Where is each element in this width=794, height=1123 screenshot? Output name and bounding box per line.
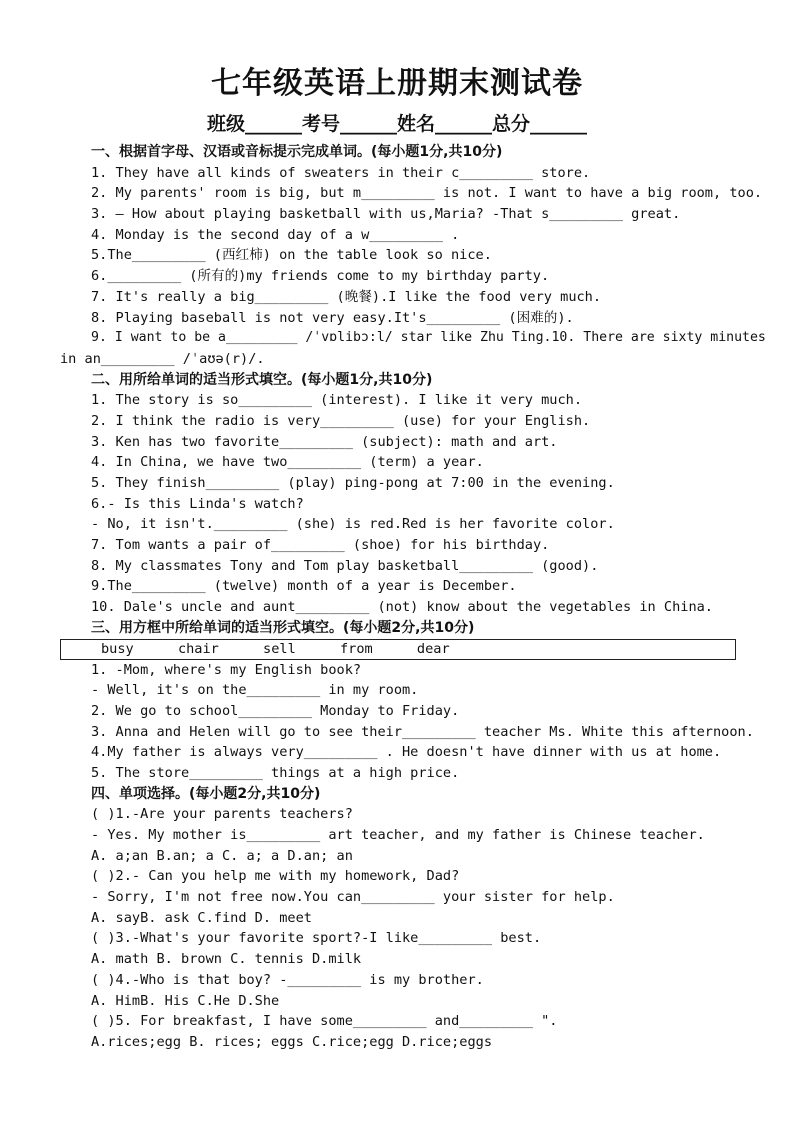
answer-options: A. a;an B.an; a C. a; a D.an; an — [91, 847, 353, 864]
question-line: 5. They finish_________ (play) ping-pong at 7:00 in the evening. — [91, 475, 615, 491]
section-3-heading: 三、用方框中所给单词的适当形式填空。(每小题2分,共10分) — [91, 619, 475, 636]
exam-content — [60, 142, 766, 1053]
section-4-heading: 四、单项选择。(每小题2分,共10分) — [91, 785, 321, 802]
question-line: 10. Dale's uncle and aunt_________ (not) know about the vegetables in China. — [91, 599, 713, 616]
question-line: 7. Tom wants a pair of_________ (shoe) for his birthday. — [91, 537, 550, 554]
word-bank-word: chair — [177, 640, 219, 657]
question-line-continued: in an_________ /ˈaʊə(r)/. — [60, 350, 265, 367]
question-line: - Yes. My mother is_________ art teacher, and my father is Chinese teacher. — [91, 827, 705, 843]
question-line: ( )5. For breakfast, I have some_________ and_________ ". — [91, 1013, 558, 1030]
question-line: 6.- Is this Linda's watch? — [91, 495, 304, 512]
question-line: 5. The store_________ things at a high price. — [91, 764, 460, 781]
question-line: 4. In China, we have two_________ (term) a year. — [91, 454, 484, 471]
answer-options: A. HimB. His C.He D.She — [91, 992, 280, 1009]
word-bank-box — [60, 639, 736, 660]
answer-options: A.rices;egg B. rices; eggs C.rice;egg D.rice;eggs — [91, 1033, 493, 1050]
question-line: 6._________ (所有的)my friends come to my birthday party. — [91, 268, 550, 285]
page-title: 七年级英语上册期末测试卷 — [211, 66, 583, 101]
word-bank-word: busy — [101, 640, 134, 657]
question-line: 8. Playing baseball is not very easy.It's_________ (困难的). — [91, 309, 574, 326]
question-line: 4.My father is always very_________ . He doesn't have dinner with us at home. — [91, 744, 722, 761]
question-line: 3. Ken has two favorite_________ (subject): math and art. — [91, 433, 558, 450]
question-line: 2. My parents' room is big, but m_________ is not. I want to have a big room, too. — [91, 185, 763, 202]
question-line: 7. It's really a big_________ (晚餐).I like the food very much. — [91, 288, 602, 305]
question-line: 3. Anna and Helen will go to see their_________ teacher Ms. White this afternoon. — [91, 723, 754, 740]
word-bank-word: sell — [263, 640, 296, 657]
question-line: 4. Monday is the second day of a w_________ . — [91, 226, 460, 243]
question-line: ( )2.- Can you help me with my homework, Dad? — [91, 868, 460, 885]
question-line: - Well, it's on the_________ in my room. — [91, 682, 419, 699]
question-line: 9. I want to be a_________ /ˈvɒlibɔ:l/ star like Zhu Ting.10. There are sixty minutes — [91, 330, 766, 346]
word-bank-word: from — [339, 640, 373, 657]
question-line: 1. -Mom, where's my English book? — [91, 661, 362, 678]
question-line: 1. They have all kinds of sweaters in their c_________ store. — [91, 164, 591, 181]
question-line: 3. — How about playing basketball with us,Maria? -That s_________ great. — [91, 206, 681, 223]
section-2-heading: 二、用所给单词的适当形式填空。(每小题1分,共10分) — [91, 371, 433, 388]
question-line: 8. My classmates Tony and Tom play basketball_________ (good). — [91, 557, 599, 574]
question-line: ( )4.-Who is that boy? -_________ is my brother. — [91, 971, 484, 988]
question-line: 9.The_________ (twelve) month of a year is December. — [91, 578, 517, 595]
student-info-line: 班级______考号______姓名______总分______ — [206, 113, 587, 135]
question-line: - Sorry, I'm not free now.You can_________ your sister for help. — [91, 889, 615, 906]
word-bank-word: dear — [416, 640, 450, 657]
question-line: 5.The_________ (西红柿) on the table look so nice. — [91, 247, 492, 264]
question-line: 2. I think the radio is very_________ (use) for your English. — [91, 412, 591, 429]
section-1-heading: 一、根据首字母、汉语或音标提示完成单词。(每小题1分,共10分) — [91, 144, 503, 160]
answer-options: A. math B. brown C. tennis D.milk — [91, 951, 362, 968]
question-line: 1. The story is so_________ (interest). I like it very much. — [91, 392, 583, 409]
question-line: 2. We go to school_________ Monday to Friday. — [91, 702, 460, 719]
question-line: - No, it isn't._________ (she) is red.Red is her favorite color. — [91, 516, 615, 533]
question-line: ( )3.-What's your favorite sport?-I like_________ best. — [91, 930, 542, 947]
question-line: ( )1.-Are your parents teachers? — [91, 806, 353, 823]
answer-options: A. sayB. ask C.find D. meet — [91, 909, 312, 926]
